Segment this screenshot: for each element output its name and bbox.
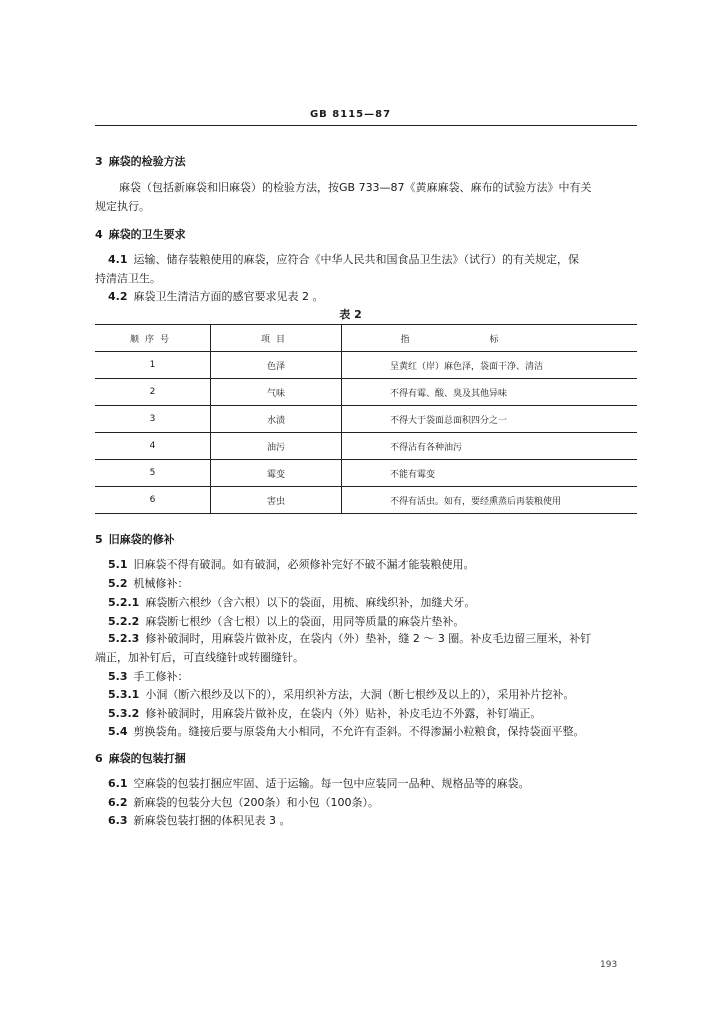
clause-4-2: 4.2 麻袋卫生清洁方面的感官要求见表 2 。 [108,290,324,303]
clause-5-3-1: 5.3.1 小洞（断六根纱及以下的），采用织补方法，大洞（断七根纱及以上的），采用补片挖补。 [108,688,575,701]
table-caption: 表 2 [339,308,362,321]
clause-5-2: 5.2 机械修补： [108,577,189,590]
section-6-heading: 6 麻袋的包装打捆 [95,752,186,765]
table-row [95,379,637,406]
row-spec: 不得有活虫。如有，要经熏蒸后再装粮使用 [390,496,562,507]
row-number: 4 [95,433,211,460]
row-number: 1 [95,352,211,379]
row-item: 气味 [211,379,342,406]
row-item: 水渍 [211,406,342,433]
row-spec: 不得大于袋面总面积四分之一 [390,415,508,426]
clause-5-2-1: 5.2.1 麻袋断六根纱（含六根）以下的袋面，用梳、麻线织补，加缝犬牙。 [108,596,476,609]
table-row [95,406,637,433]
row-number: 5 [95,460,211,487]
row-spec: 不得沾有各种油污 [390,442,463,453]
clause-5-3-2: 5.3.2 修补破洞时，用麻袋片做补皮，在袋内（外）贴补，补皮毛边不外露，补钉端正。 [108,707,542,720]
section-3-heading: 3 麻袋的检验方法 [95,155,186,168]
clause-4-1-line2: 持清洁卫生。 [95,272,161,285]
section-4-heading: 4 麻袋的卫生要求 [95,228,186,241]
clause-5-4: 5.4 剪换袋角。缝接后要与原袋角大小相同，不允许有歪斜。不得渗漏小粒粮食，保持袋面平整。 [108,725,585,738]
table-row [95,487,637,514]
header-indicator: 指标 [400,334,579,345]
clause-5-2-3-line2: 端正，加补钉后，可直线缝针或转圈缝针。 [95,651,304,664]
header-sequence-number: 顺序号 [95,325,211,352]
row-item: 色泽 [211,352,342,379]
clause-5-2-3-line1: 5.2.3 修补破洞时，用麻袋片做补皮，在袋内（外）垫补，缝 2 ～ 3 圈。补皮毛边留三厘米，补钉 [108,632,592,645]
row-spec: 不得有霉、酸、臭及其他异味 [390,388,508,399]
row-spec: 呈黄红（岸）麻色泽，袋面干净、清洁 [390,361,544,372]
table-row [95,352,637,379]
row-number: 6 [95,487,211,514]
standard-code: GB 8115—87 [309,109,392,120]
clause-5-3: 5.3 手工修补： [108,670,189,683]
clause-5-1: 5.1 旧麻袋不得有破洞。如有破洞，必须修补完好不破不漏才能装粮使用。 [108,558,475,571]
row-item: 霉变 [211,460,342,487]
row-number: 2 [95,379,211,406]
row-spec: 不能有霉变 [390,469,436,480]
section-3-text-line1: 麻袋（包括新麻袋和旧麻袋）的检验方法，按GB 733—87《黄麻麻袋、麻布的试验方法》中有关 [119,181,592,194]
table-header-row [95,325,637,352]
clause-6-3: 6.3 新麻袋包装打捆的体积见表 3 。 [108,814,291,827]
clause-6-1: 6.1 空麻袋的包装打捆应牢固、适于运输。每一包中应装同一品种、规格品等的麻袋。 [108,777,530,790]
page-number: 193 [600,960,618,970]
header-rule [95,125,637,126]
clause-6-2: 6.2 新麻袋的包装分大包（200条）和小包（100条）。 [108,796,379,809]
row-item: 油污 [211,433,342,460]
clause-4-1-line1: 4.1 运输、储存装粮使用的麻袋，应符合《中华人民共和国食品卫生法》（试行）的有关规定，保 [108,253,579,266]
table-row [95,460,637,487]
clause-5-2-2: 5.2.2 麻袋断七根纱（含七根）以上的袋面，用同等质量的麻袋片垫补。 [108,615,465,628]
section-5-heading: 5 旧麻袋的修补 [95,533,175,546]
table-row [95,433,637,460]
header-item: 项目 [211,325,342,352]
section-3-text-line2: 规定执行。 [95,200,150,213]
row-number: 3 [95,406,211,433]
row-item: 害虫 [211,487,342,514]
sensory-requirements-table [95,324,637,514]
